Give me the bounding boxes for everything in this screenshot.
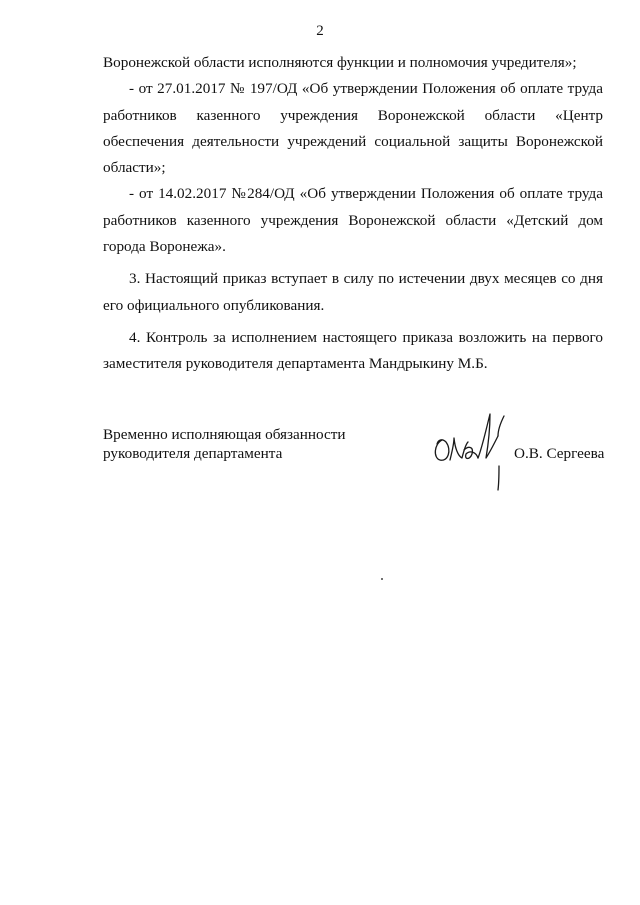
page-number: 2 (316, 23, 324, 39)
signatory-position-line-2: руководителя департамента (103, 445, 283, 462)
document-body (103, 50, 603, 378)
paragraph-order-284: - от 14.02.2017 №284/ОД «Об утверждении Положения об оплате труда работников казенного учреждения Воронежской области «Детский дом города Воронежа». (103, 185, 603, 256)
signatory-position-line-1: Временно исполняющая обязанности (103, 426, 346, 443)
signatory-position (103, 425, 346, 463)
paragraph-item-4: 4. Контроль за исполнением настоящего приказа возложить на первого заместителя руководителя департамента Мандрыкину М.Б. (103, 328, 603, 373)
signer-name: О.В. Сергеева (514, 445, 605, 462)
scan-speck (381, 578, 383, 580)
paragraph-continuation: Воронежской области исполняются функции и полномочия учредителя»; (103, 54, 577, 71)
paragraph-item-3: 3. Настоящий приказ вступает в силу по истечении двух месяцев со дня его официального опубликования. (103, 270, 603, 314)
paragraph-order-197: - от 27.01.2017 № 197/ОД «Об утверждении Положения об оплате труда работников казенного учреждения Воронежской области «Центр обеспечения деятельности учреждений социальной защиты Воронежской области»; (103, 80, 603, 177)
handwritten-signature-icon (428, 400, 512, 496)
